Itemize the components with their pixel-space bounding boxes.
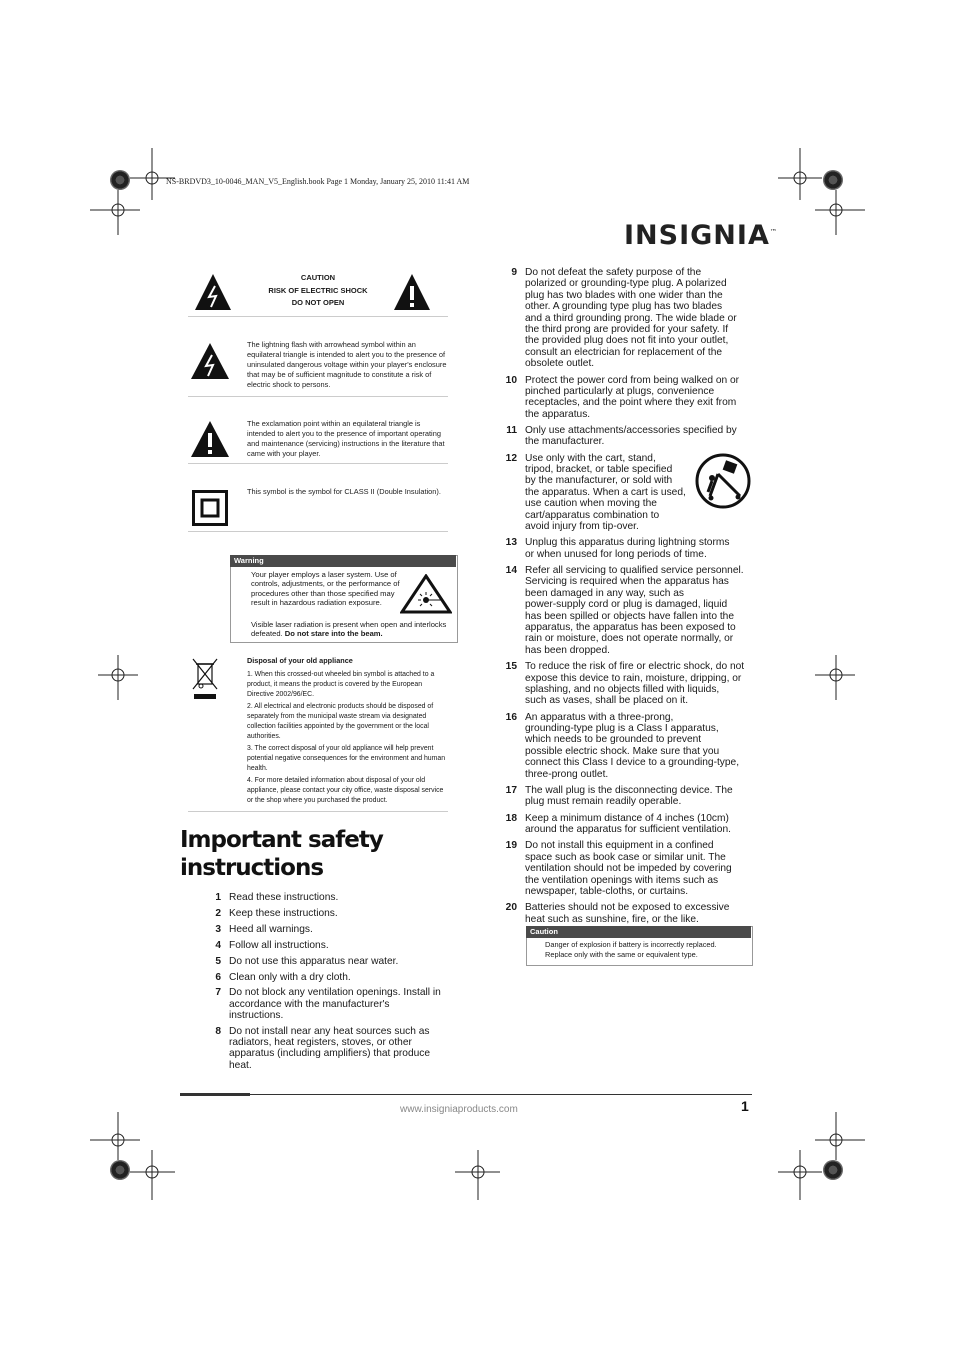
section-title: Important safety instructions: [180, 827, 383, 881]
list-item-line: which needs to be grounded to prevent: [525, 734, 702, 746]
list-item-number: 16: [505, 711, 517, 723]
list-item-line: Use only with the cart, stand,: [525, 452, 656, 464]
list-item-line: tripod, bracket, or table specified: [525, 464, 673, 476]
list-item-line: heat.: [229, 1059, 252, 1071]
list-item-number: 19: [505, 840, 517, 852]
list-item-line: Heed all warnings.: [229, 923, 313, 935]
list-item-line: accordance with the manufacturer's: [229, 998, 390, 1010]
list-item-line: the ventilation openings with items such as: [525, 874, 719, 886]
list-item-line: Keep these instructions.: [229, 907, 338, 919]
list-item-line: instructions.: [229, 1009, 284, 1021]
cart-tipover-warning-icon: [694, 452, 752, 510]
list-item-line: the third prong are provided for your safety. If: [525, 324, 729, 335]
insignia-logo: [624, 220, 778, 251]
list-item-number: 1: [215, 892, 221, 903]
caution-line: RISK OF ELECTRIC SHOCK: [268, 285, 368, 295]
file-header-line: NS-BRDVD3_10-0046_MAN_V5_English.book Page 1 Monday, January 25, 2010 11:41 AM: [166, 177, 470, 186]
list-item-line: The wall plug is the disconnecting device. The: [525, 785, 733, 796]
caution-text: Danger of explosion if battery is incorrectly replaced. Replace only with the same or equivalent type.: [545, 940, 717, 959]
list-item-line: such as vases, shall be placed on it.: [525, 695, 689, 707]
class-ii-symbol-row: [188, 487, 448, 532]
exclamation-symbol-row: [188, 419, 448, 464]
list-item-number: 10: [505, 374, 517, 386]
list-item-line: radiators, heat registers, stoves, or other: [229, 1037, 412, 1049]
exclamation-description: The exclamation point within an equilateral triangle is intended to alert you to the presence of important operating and maintenance (servicing) instructions in the literature that came with your player.: [247, 419, 445, 458]
list-item-line: An apparatus with a three-prong,: [525, 711, 674, 723]
list-item-line: three-prong outlet.: [525, 768, 609, 780]
list-item-line: plug has two blades with one wider than the: [525, 289, 723, 301]
list-item-line: possible electric shock. Make sure that you: [525, 745, 720, 757]
logo-text: INSIGNIA: [624, 220, 770, 251]
list-item-line: Keep a minimum distance of 4 inches (10cm): [525, 812, 729, 824]
list-item-line: expose this device to rain, moisture, dripping, or: [525, 672, 742, 684]
exclamation-triangle-icon: [392, 272, 432, 312]
list-item-line: the apparatus. When a cart is used,: [525, 486, 686, 498]
list-item-number: 14: [505, 565, 517, 577]
caution-line: CAUTION: [300, 273, 336, 282]
list-item-line: pinched particularly at plugs, convenience: [525, 385, 715, 397]
crossed-out-bin-icon: [192, 658, 218, 700]
list-item-line: Follow all instructions.: [229, 939, 329, 951]
list-item-line: heat such as sunshine, fire, or the like.: [525, 913, 699, 925]
list-item-line: Clean only with a dry cloth.: [229, 971, 351, 983]
instructions-list-right: [501, 267, 761, 925]
list-item-line: cart/apparatus combination to: [525, 509, 660, 521]
list-item-number: 9: [511, 267, 517, 278]
warning-label: Warning: [230, 555, 456, 567]
list-item-line: splashing, and no objects filled with liquids,: [525, 683, 720, 695]
disposal-heading: Disposal of your old appliance: [247, 656, 353, 665]
logo-tm: ™: [769, 228, 778, 236]
disposal-section: [247, 656, 447, 808]
list-item-line: To reduce the risk of fire or electric shock, do not: [525, 661, 745, 673]
list-item-line: or when unused for long periods of time.: [525, 548, 707, 560]
list-item-line: the manufacturer.: [525, 436, 605, 448]
caution-label: Caution: [526, 926, 751, 938]
list-item-line: space such as book case or similar unit. The: [525, 851, 726, 863]
list-item-line: and a third grounding prong. The wide blade or: [525, 312, 737, 324]
list-item-line: Servicing is required when the apparatus has: [525, 576, 729, 588]
list-item-line: apparatus, the apparatus has been exposed to: [525, 622, 736, 634]
list-item-number: 8: [215, 1025, 221, 1037]
page-number: 1: [741, 1098, 749, 1114]
lightning-symbol-row: [188, 340, 448, 397]
list-item-line: obsolete outlet.: [525, 358, 595, 370]
warning-text-2-body: Visible laser radiation is present when open and interlocks defeated.: [251, 620, 447, 639]
list-item-line: by the manufacturer, or sold with: [525, 475, 673, 487]
list-item-number: 11: [506, 425, 517, 436]
list-item-line: consult an electrician for replacement of the: [525, 346, 723, 358]
list-item-line: Do not block any ventilation openings. Install in: [229, 987, 441, 999]
disposal-paragraph: 2. All electrical and electronic products should be disposed of separately from the municipal waste stream via designated collection facilities appointed by the government or the local authorities.: [247, 703, 434, 740]
list-item-line: around the apparatus for sufficient ventilation.: [525, 824, 731, 836]
list-item-number: 6: [215, 971, 221, 983]
list-item-line: Do not install this equipment in a confined: [525, 840, 714, 852]
list-item-line: the provided plug does not fit into your outlet,: [525, 335, 729, 347]
list-item-number: 12: [505, 452, 517, 464]
disposal-paragraph: 1. When this crossed-out wheeled bin symbol is attached to a product, it means the product is covered by the European Directive 2002/96/EC.: [247, 671, 435, 698]
list-item-line: Only use attachments/accessories specified by: [525, 425, 737, 436]
warning-text-2-bold: Do not stare into the beam.: [284, 629, 383, 639]
list-item-line: polarized or grounding-type plug. A polarized: [525, 278, 727, 290]
list-item-number: 4: [215, 939, 221, 951]
list-item-line: Read these instructions.: [229, 892, 339, 903]
lightning-triangle-icon: [193, 272, 233, 312]
warning-text-1: Your player employs a laser system. Use of controls, adjustments, or the performance of procedures other than those specified may result in hazardous radiation exposure.: [251, 570, 400, 607]
footer-url: www.insigniaproducts.com: [400, 1104, 518, 1115]
list-item-number: 3: [215, 923, 221, 935]
list-item-line: avoid injury from tip-over.: [525, 521, 639, 533]
list-item-number: 18: [505, 812, 517, 824]
disposal-paragraph: 3. The correct disposal of your old appliance will help prevent potential negative consequences for the environment and human health.: [247, 745, 446, 772]
list-item-line: grounding-type plug is a Class I apparatus,: [525, 723, 719, 735]
list-item-number: 13: [505, 537, 517, 549]
disposal-divider: [188, 811, 448, 812]
list-item-line: Refer all servicing to qualified service personnel.: [525, 565, 744, 577]
list-item-line: Do not defeat the safety purpose of the: [525, 267, 702, 278]
list-item-line: use caution when moving the: [525, 498, 657, 510]
caution-heading: [248, 272, 388, 310]
list-item-line: connect this Class I device to a grounding-type,: [525, 757, 740, 769]
list-item-line: Unplug this apparatus during lightning storms: [525, 537, 730, 549]
list-item-line: has been spilled or objects have fallen into the: [525, 610, 734, 622]
warning-text-2: [251, 620, 451, 639]
list-item-line: been damaged in any way, such as: [525, 587, 684, 599]
list-item-line: apparatus (including amplifiers) that produce: [229, 1048, 431, 1060]
list-item-line: Do not use this apparatus near water.: [229, 955, 399, 967]
instructions-list-left: [205, 892, 465, 1072]
symbol-divider: [188, 316, 448, 317]
list-item-number: 17: [505, 785, 517, 796]
list-item-line: ventilation should not be impeded by covering: [525, 863, 732, 875]
lightning-description: The lightning flash with arrowhead symbol within an equilateral triangle is intended to alert you to the presence of uninsulated dangerous voltage within your player's enclosure that may be of sufficient magnitude to constitute a risk of electric shock to persons.: [247, 340, 447, 389]
list-item-line: plug must remain readily operable.: [525, 796, 682, 808]
list-item-line: the apparatus.: [525, 408, 591, 420]
list-item-line: Do not install near any heat sources such as: [229, 1025, 430, 1037]
list-item-line: Protect the power cord from being walked on or: [525, 374, 740, 386]
list-item-line: has been dropped.: [525, 644, 610, 656]
list-item-line: receptacles, and the point where they exit from: [525, 397, 737, 409]
list-item-number: 5: [215, 955, 221, 967]
list-item-number: 15: [505, 661, 517, 673]
caution-line: DO NOT OPEN: [291, 298, 345, 307]
list-item-number: 2: [215, 907, 221, 919]
list-item-line: power-supply cord or plug is damaged, liquid: [525, 599, 728, 611]
laser-warning-icon: [400, 574, 452, 614]
list-item-line: rain or moisture, does not operate normally, or: [525, 633, 734, 645]
class-ii-description: This symbol is the symbol for CLASS II (Double Insulation).: [247, 487, 441, 496]
list-item-line: other. A grounding type plug has two blades: [525, 301, 723, 313]
list-item-line: Batteries should not be exposed to excessive: [525, 902, 730, 914]
footer-rule: [180, 1094, 752, 1095]
disposal-paragraph: 4. For more detailed information about disposal of your old appliance, please contact your city office, waste disposal service or the shop where you purchased the product.: [247, 777, 444, 804]
list-item-number: 20: [505, 902, 517, 914]
list-item-number: 7: [215, 987, 221, 999]
list-item-line: newspaper, table-cloths, or curtains.: [525, 885, 689, 897]
